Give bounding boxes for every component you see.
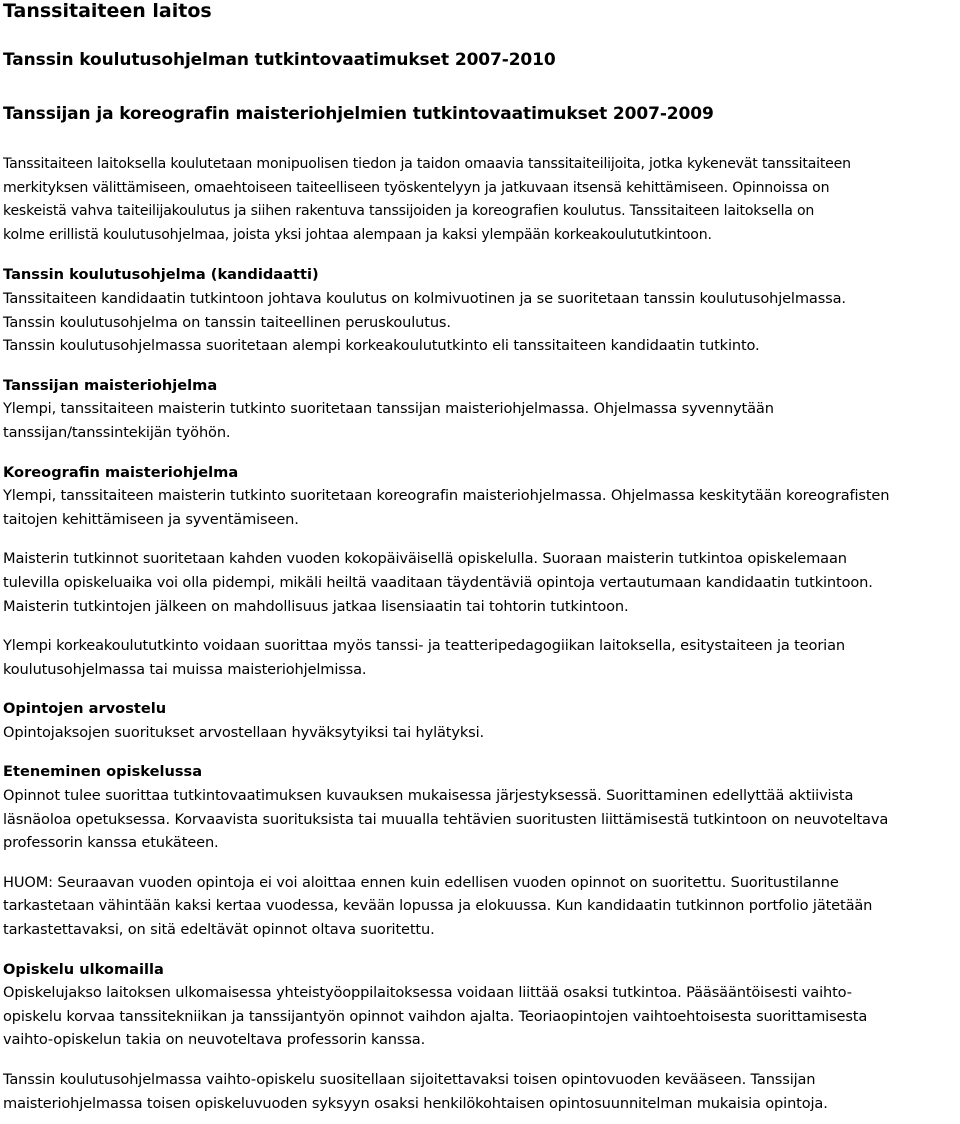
section-paragraph bbox=[3, 784, 958, 855]
text-line: Tanssin koulutusohjelmassa suoritetaan alempi korkeakoulututkinto eli tanssitaiteen kandidaatin tutkinto. bbox=[3, 337, 760, 355]
section-paragraph bbox=[3, 397, 958, 444]
section-paragraph bbox=[3, 484, 958, 531]
text-line: vaihto-opiskelun takia on neuvoteltava professorin kanssa. bbox=[3, 1031, 426, 1049]
document-subtitle-programme: Tanssin koulutusohjelman tutkintovaatimukset 2007-2010 bbox=[3, 50, 556, 70]
text-line: opiskelu korvaa tanssitekniikan ja tanssijantyön opinnot vaihdon ajalta. Teoriaopintojen vaihtoehtoisesta suorittamisesta bbox=[3, 1007, 868, 1025]
text-line: Tanssin koulutusohjelmassa vaihto-opiskelu suositellaan sijoitettavaksi toisen opintovuoden kevääseen. Tanssijan bbox=[3, 1071, 816, 1088]
document-title: Tanssitaiteen laitos bbox=[3, 0, 212, 22]
intro-paragraph bbox=[3, 153, 958, 247]
document-page bbox=[3, 0, 958, 1115]
section-study-progress bbox=[3, 760, 958, 941]
text-line: Tanssitaiteen kandidaatin tutkintoon johtava koulutus on kolmivuotinen ja se suoritetaan tanssin koulutusohjelmassa. bbox=[3, 289, 846, 307]
text-line: tanssijan/tanssintekijän työhön. bbox=[3, 423, 231, 441]
document-subtitle-masters: Tanssijan ja koreografin maisteriohjelmien tutkintovaatimukset 2007-2009 bbox=[3, 104, 714, 124]
section-heading: Opiskelu ulkomailla bbox=[3, 960, 164, 978]
section-bachelor-programme bbox=[3, 263, 958, 357]
text-line: Tanssin koulutusohjelma on tanssin taiteellinen peruskoulutus. bbox=[3, 313, 451, 331]
text-line: Opinnot tulee suorittaa tutkintovaatimuksen kuvauksen mukaisessa järjestyksessä. Suorittaminen edellyttää aktiivista bbox=[3, 787, 854, 805]
text-line: maisteriohjelmassa toisen opiskeluvuoden syksyyn osaksi henkilökohtaisen opintosuunnitelman mukaisia opintoja. bbox=[3, 1094, 828, 1112]
section-paragraph bbox=[3, 1068, 958, 1115]
text-line: Ylempi, tanssitaiteen maisterin tutkinto suoritetaan tanssijan maisteriohjelmassa. Ohjelmassa syvennytään bbox=[3, 400, 774, 418]
section-paragraph bbox=[3, 547, 958, 618]
section-heading: Tanssijan maisteriohjelma bbox=[3, 376, 218, 394]
section-study-abroad bbox=[3, 958, 958, 1116]
section-paragraph bbox=[3, 287, 958, 358]
section-heading: Koreografin maisteriohjelma bbox=[3, 463, 239, 481]
section-heading: Eteneminen opiskelussa bbox=[3, 763, 203, 781]
intro-line: kolme erillistä koulutusohjelmaa, joista yksi johtaa alempaan ja kaksi ylempään korkeakoulututkintoon. bbox=[3, 226, 712, 243]
text-line: tarkastettavaksi, on sitä edeltävät opinnot oltava suoritettu. bbox=[3, 921, 435, 939]
text-line: HUOM: Seuraavan vuoden opintoja ei voi aloittaa ennen kuin edellisen vuoden opinnot on suoritettu. Suoritustilanne bbox=[3, 873, 839, 891]
text-line: Opintojaksojen suoritukset arvostellaan hyväksytyiksi tai hylätyksi. bbox=[3, 723, 484, 741]
text-line: läsnäoloa opetuksessa. Korvaavista suorituksista tai muualla tehtävien suoritusten liittämisestä tutkintoon on neuvoteltava bbox=[3, 810, 889, 828]
section-paragraph bbox=[3, 981, 958, 1052]
text-line: Maisterin tutkinnot suoritetaan kahden vuoden kokopäiväisellä opiskelulla. Suoraan maisterin tutkintoa opiskelemaan bbox=[3, 550, 847, 568]
section-paragraph bbox=[3, 634, 958, 681]
text-line: professorin kanssa etukäteen. bbox=[3, 834, 219, 852]
text-line: taitojen kehittämiseen ja syventämiseen. bbox=[3, 510, 299, 528]
section-heading: Opintojen arvostelu bbox=[3, 700, 167, 718]
text-line: Ylempi korkeakoulututkinto voidaan suorittaa myös tanssi- ja teatteripedagogiikan laitoksella, esitystaiteen ja teorian bbox=[3, 637, 845, 655]
text-line: Maisterin tutkintojen jälkeen on mahdollisuus jatkaa lisensiaatin tai tohtorin tutkintoon. bbox=[3, 597, 629, 615]
intro-line: Tanssitaiteen laitoksella koulutetaan monipuolisen tiedon ja taidon omaavia tanssitaiteilijoita, jotka kykenevät tanssitaiteen bbox=[3, 156, 851, 172]
intro-line: keskeistä vahva taiteilijakoulutus ja siihen rakentuva tanssijoiden ja koreografien koulutus. Tanssitaiteen laitoksella on bbox=[3, 203, 815, 220]
text-line: Ylempi, tanssitaiteen maisterin tutkinto suoritetaan koreografin maisteriohjelmassa. Ohjelmassa keskitytään koreografisten bbox=[3, 487, 890, 505]
section-choreographer-masters bbox=[3, 461, 958, 682]
text-line: koulutusohjelmassa tai muissa maisteriohjelmissa. bbox=[3, 660, 367, 678]
section-paragraph bbox=[3, 721, 958, 745]
text-line: tulevilla opiskeluaika voi olla pidempi, mikäli heiltä vaaditaan täydentäviä opintoja vertautumaan kandidaatin tutkintoon. bbox=[3, 573, 873, 591]
section-grading bbox=[3, 697, 958, 744]
section-dancer-masters bbox=[3, 374, 958, 445]
text-line: Opiskelujakso laitoksen ulkomaisessa yhteistyöoppilaitoksessa voidaan liittää osaksi tutkintoa. Pääsääntöisesti vaihto- bbox=[3, 984, 852, 1002]
section-heading: Tanssin koulutusohjelma (kandidaatti) bbox=[3, 266, 319, 284]
section-paragraph bbox=[3, 871, 958, 942]
intro-line: merkityksen välittämiseen, omaehtoiseen taiteelliseen työskentelyyn ja jatkuvaan itsensä kehittämiseen. Opinnoissa on bbox=[3, 179, 830, 196]
text-line: tarkastetaan vähintään kaksi kertaa vuodessa, kevään lopussa ja elokuussa. Kun kandidaatin tutkinnon portfolio jätetään bbox=[3, 897, 873, 915]
